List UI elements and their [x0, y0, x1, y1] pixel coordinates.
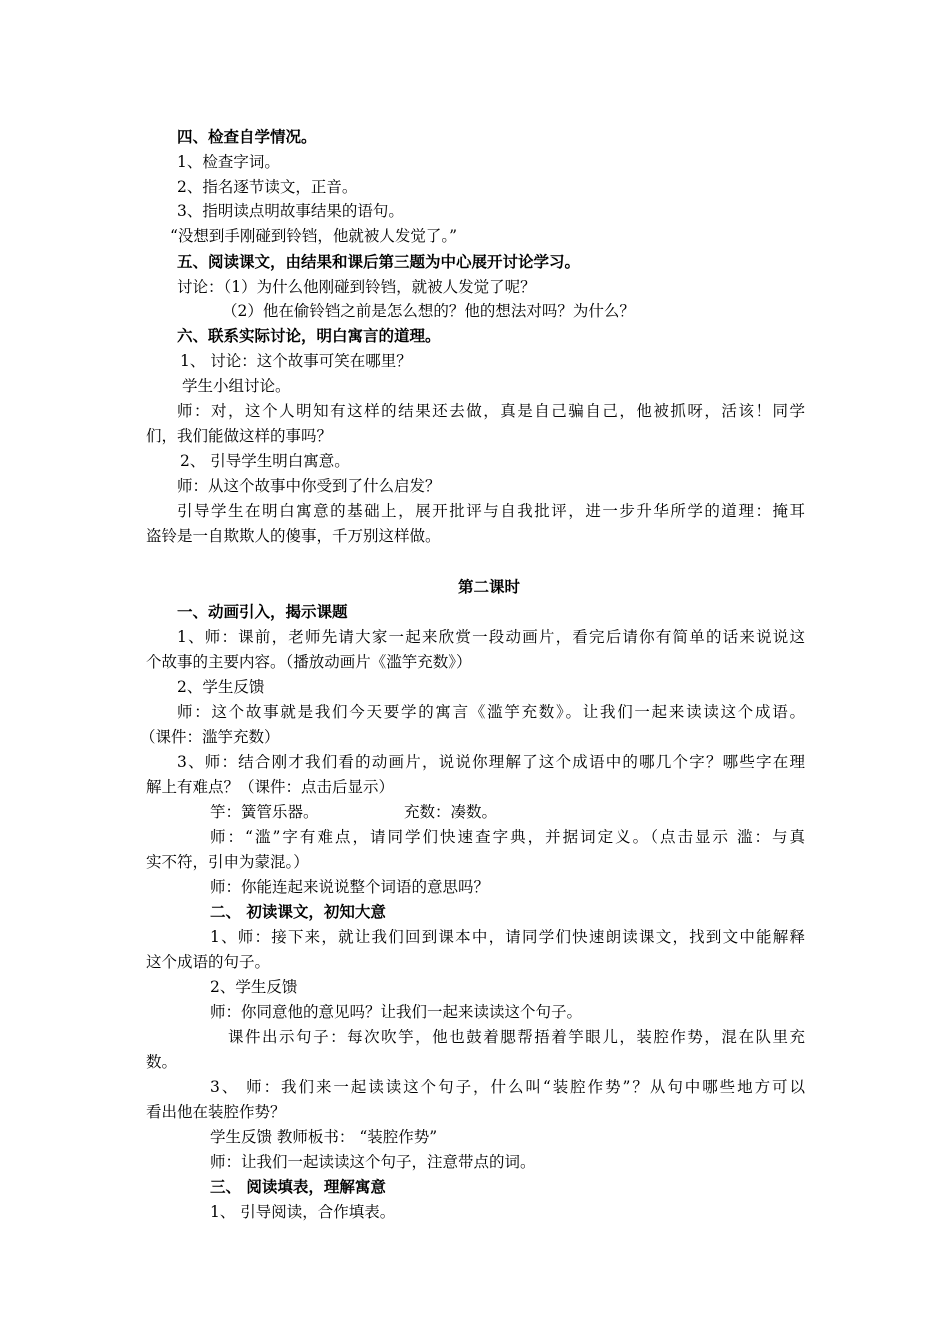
definition-chongshu: 充数：凑数。 — [404, 803, 498, 821]
paragraph-line: 师：对，这个人明知有这样的结果还去做，真是自己骗自己，他被抓呀，活该！同学 — [177, 402, 805, 420]
text-line: 解上有难点？（课件：点击后显示） — [146, 778, 395, 796]
paragraph-line: 引导学生在明白寓意的基础上，展开批评与自我批评，进一步升华所学的道理：掩耳 — [177, 502, 805, 520]
section-heading-3: 三、 阅读填表，理解寓意 — [210, 1177, 386, 1196]
text-line: 2、 引导学生明白寓意。 — [180, 452, 350, 470]
text-line: 这个成语的句子。 — [146, 953, 271, 971]
section-heading-2: 二、 初读课文，初知大意 — [210, 902, 386, 921]
text-line: 们，我们能做这样的事吗？ — [146, 427, 333, 445]
lesson-title: 第二课时 — [458, 577, 521, 596]
text-line: 数。 — [146, 1053, 178, 1071]
text-line: 3、指明读点明故事结果的语句。 — [177, 202, 404, 220]
section-heading-4: 四、检查自学情况。 — [177, 127, 317, 146]
paragraph-line: 3、师：结合刚才我们看的动画片，说说你理解了这个成语中的哪几个字？哪些字在理 — [177, 753, 805, 771]
text-line: （2）他在偷铃铛之前是怎么想的？他的想法对吗？为什么？ — [222, 302, 635, 320]
text-line: （课件：滥竽充数） — [140, 728, 280, 746]
text-line: 1、检查字词。 — [177, 153, 280, 171]
paragraph-line: 1、师：接下来，就让我们回到课本中，请同学们快速朗读课文，找到文中能解释 — [210, 928, 805, 946]
text-line: 师：你同意他的意见吗？让我们一起来读读这个句子。 — [210, 1003, 583, 1021]
quote-line: “没想到手刚碰到铃铛，他就被人发觉了。” — [170, 227, 458, 245]
text-line: 师：让我们一起读读这个句子，注意带点的词。 — [210, 1153, 536, 1171]
text-line: 个故事的主要内容。（播放动画片《滥竽充数》） — [146, 653, 472, 671]
text-line: 学生反馈 教师板书： “装腔作势” — [210, 1128, 438, 1146]
paragraph-line: 师：“滥”字有难点，请同学们快速查字典，并据词定义。（点击显示 滥：与真 — [210, 828, 805, 846]
text-line: 看出他在装腔作势？ — [146, 1103, 286, 1121]
paragraph-line: 师：这个故事就是我们今天要学的寓言《滥竽充数》。让我们一起来读读这个成语。 — [177, 703, 805, 721]
section-heading-6: 六、联系实际讨论，明白寓言的道理。 — [177, 326, 441, 345]
text-line: 1、 引导阅读，合作填表。 — [210, 1203, 396, 1221]
paragraph-line: 1、师：课前，老师先请大家一起来欣赏一段动画片，看完后请你有简单的话来说说这 — [177, 628, 805, 646]
text-line: 讨论：（1）为什么他刚碰到铃铛，就被人发觉了呢？ — [177, 278, 536, 296]
text-line: 师：从这个故事中你受到了什么启发？ — [177, 477, 441, 495]
text-line: 2、指名逐节读文，正音。 — [177, 178, 358, 196]
text-line: 实不符，引申为蒙混。） — [146, 853, 309, 871]
text-line: 1、 讨论：这个故事可笑在哪里？ — [180, 352, 412, 370]
section-heading-1: 一、动画引入，揭示课题 — [177, 602, 348, 621]
text-line: 2、学生反馈 — [177, 678, 265, 696]
paragraph-line: 课件出示句子：每次吹竽，他也鼓着腮帮捂着竽眼儿，装腔作势，混在队里充 — [228, 1028, 805, 1046]
text-line: 师：你能连起来说说整个词语的意思吗？ — [210, 878, 490, 896]
text-line: 盗铃是一自欺欺人的傻事，千万别这样做。 — [146, 527, 441, 545]
paragraph-line: 3、 师：我们来一起读读这个句子，什么叫“装腔作势”？从句中哪些地方可以 — [210, 1078, 805, 1096]
text-line: 2、学生反馈 — [210, 978, 298, 996]
section-heading-5: 五、阅读课文，由结果和课后第三题为中心展开讨论学习。 — [177, 252, 581, 271]
text-line: 学生小组讨论。 — [182, 377, 291, 395]
definition-yu: 竽：簧管乐器。 — [210, 803, 319, 821]
